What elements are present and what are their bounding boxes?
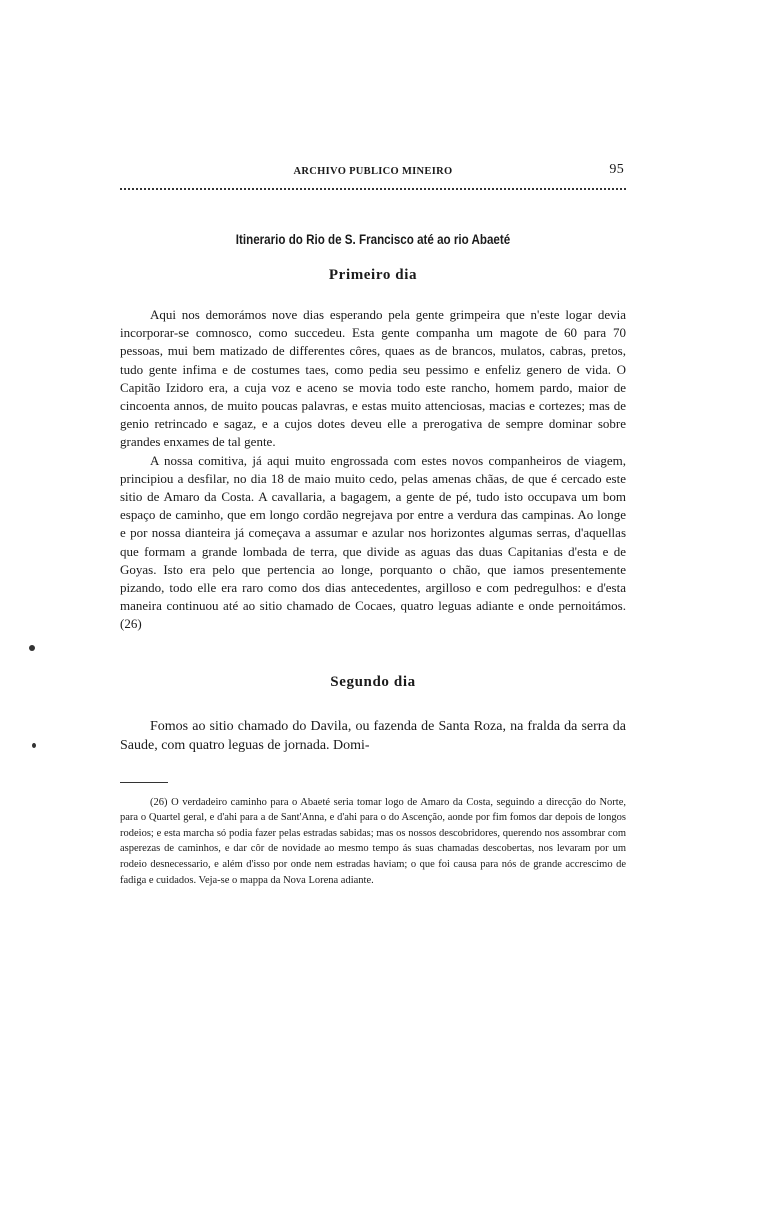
paragraph: Fomos ao sitio chamado do Davila, ou fazenda de Santa Roza, na fralda da serra da Saude, com quatro leguas de jornada. Domi- (120, 718, 626, 753)
footnote: (26) O verdadeiro caminho para o Abaeté seria tomar logo de Amaro da Costa, seguindo a direcção do Norte, para o Quartel geral, e d'ahi para a de Sant'Anna, e d'ahi para o do Ascenção, aonde por fim fomos dar depois de longos rodeios; e esta marcha só podia fazer pelas estradas sabidas; mas os nossos descobridores, querendo nos assombrar com asperezas de caminhos, e dar côr de novidade ao mesmo tempo ás suas chamadas descobertas, nos levaram por um rodeio desnecessario, e além d'isso por onde nem estradas haviam; o que foi causa para nós de grande accrescimo de fadiga e cuidados. Veja-se o mappa da Nova Lorena adiante. (120, 796, 626, 886)
running-head-title: ARCHIVO PUBLICO MINEIRO (293, 166, 453, 177)
paragraph: Aqui nos demorámos nove dias esperando pela gente grimpeira que n'este logar devia incorporar-se comnosco, como succedeu. Esta gente companha um magote de 60 para 70 pessoas, mui bem matizado de differentes côres, quaes as de brancos, mulatos, cabras, pretos, tudo gente infima e de costumes taes, como pedia seu pessimo e enfeliz genero de vida. O Capitão Izidoro era, a cuja voz e aceno se movia todo este rancho, homem pardo, maior de cincoenta annos, de muito poucas palavras, e estas muito attenciosas, macias e cortezes; mas de genio retrincado e sagaz, e a cujos dotes deveu elle a prerogativa de sempre dominar sobre grandes enxames de tal gente. (120, 307, 626, 450)
chapter-title: Itinerario do Rio de S. Francisco até ao rio Abaeté (235, 232, 511, 247)
section-heading-day-1: Primeiro dia (328, 267, 418, 283)
header-rule (120, 188, 626, 190)
section-heading-day-2: Segundo dia (330, 673, 416, 690)
footnote-rule (120, 782, 168, 783)
margin-ink-mark (29, 645, 35, 651)
margin-ink-mark (32, 743, 36, 748)
running-head (120, 160, 626, 182)
page-number: 95 (609, 162, 624, 177)
book-page (120, 160, 626, 888)
paragraph: A nossa comitiva, já aqui muito engrossada com estes novos companheiros de viagem, principiou a desfilar, no dia 18 de maio muito cedo, pelas amenas chãas, de que é cercado este sitio de Amaro da Costa. A cavallaria, a bagagem, a gente de pé, tudo isto occupava um bom espaço de caminho, que em longo cordão negrejava por entre a verdura das campinas. Ao longe e por nossa dianteira já começava a assumar e azular nos horizontes algumas serras, d'aquellas que formam a grande lombada de terra, que divide as aguas das duas Capitanias d'esta e de Goyas. Isto era pelo que pertencia ao longe, porquanto o chão, que iamos presentemente pizando, todo elle era raro como dos dias antecedentes, argilloso e com pedregulhos: e d'esta maneira continuou até ao sitio chamado de Cocaes, quatro leguas adiante e onde pernoitámos. (26) (120, 452, 626, 632)
